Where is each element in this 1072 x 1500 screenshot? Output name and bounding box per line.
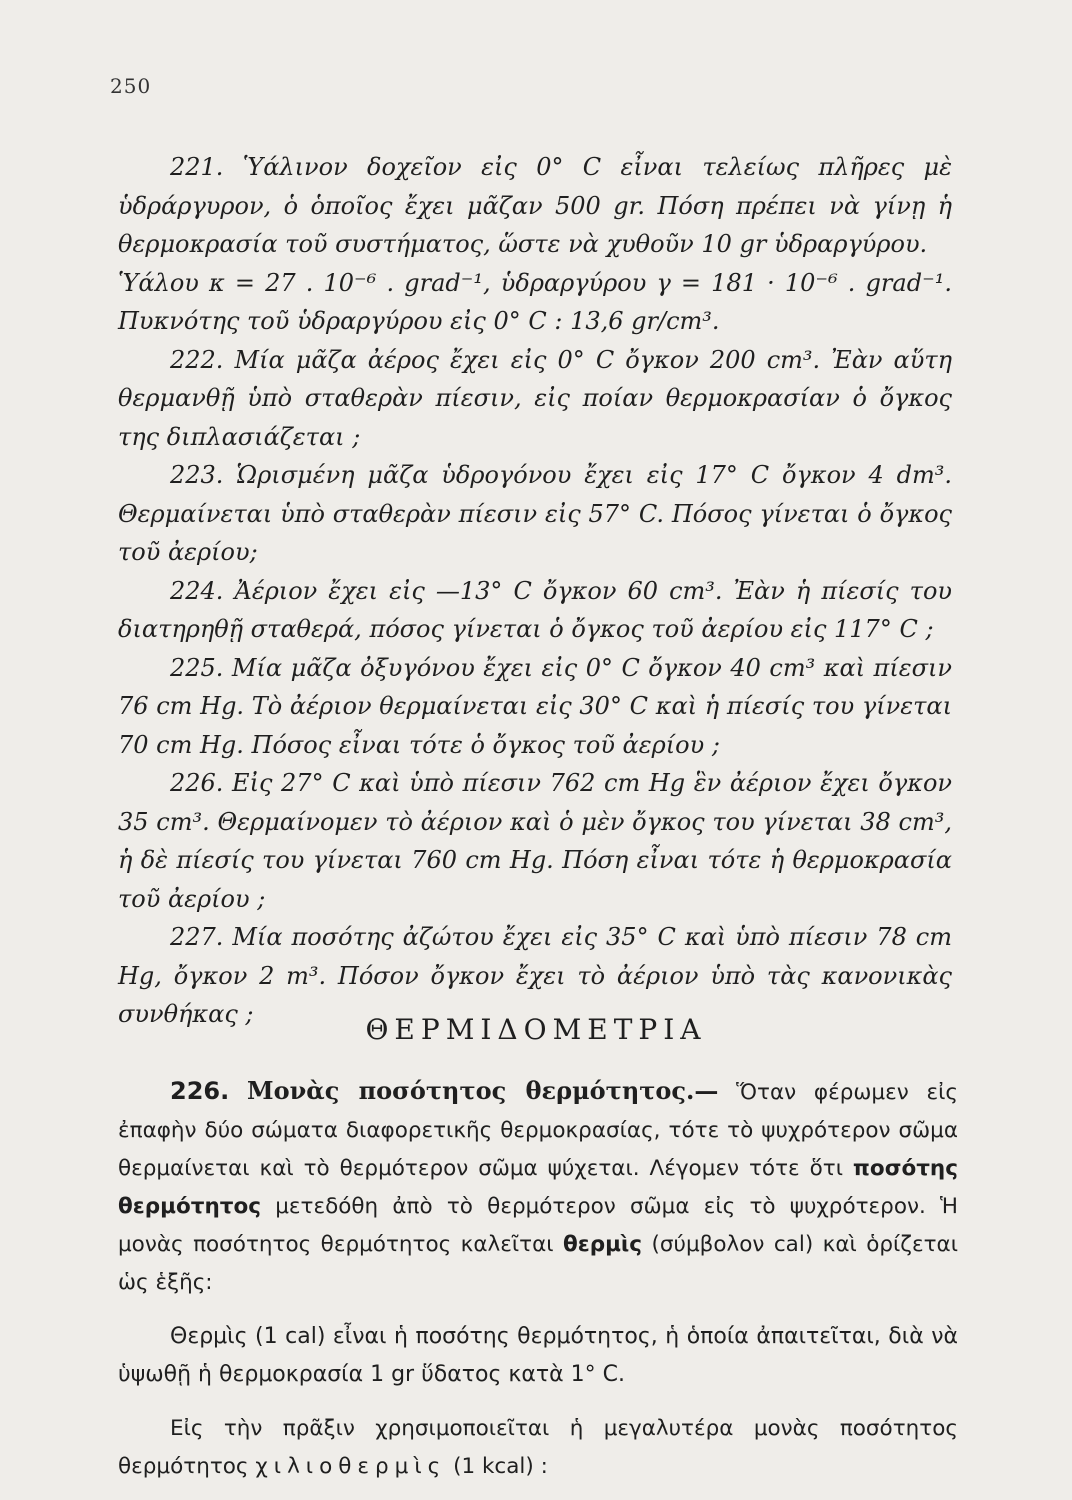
- paragraph-text: μετεδόθη ἀπὸ τὸ θερμότερον σῶμα εἰς τὸ ψυχρότερον. Ἡ μονὰς ποσότητος θερμότητος καλεῖται: [118, 1194, 958, 1257]
- problem-221-data: Ὑάλου κ = 27 . 10⁻⁶ . grad⁻¹, ὑδραργύρου γ = 181 · 10⁻⁶ . grad⁻¹. Πυκνότης τοῦ ὑδραργύρου εἰς 0° C : 13,6 gr/cm³.: [118, 268, 952, 335]
- paragraph-text: (1 kcal) :: [446, 1454, 548, 1479]
- term-heat-quantity: ποσότης θερμότητος: [118, 1156, 958, 1219]
- section-number: 226.: [170, 1077, 230, 1105]
- paragraph-text: (σύμβολον cal) καὶ ὁρίζεται ὡς ἑξῆς:: [118, 1232, 958, 1295]
- section-heading: Μονὰς ποσότητος θερμότητος.—: [247, 1076, 719, 1105]
- term-kilocalorie: χιλιοθερμὶς: [255, 1454, 447, 1479]
- problem-225: 225. Μία μᾶζα ὀξυγόνου ἔχει εἰς 0° C ὄγκον 40 cm³ καὶ πίεσιν 76 cm Hg. Τὸ ἀέριον θερμαίνεται εἰς 30° C καὶ ἡ πίεσίς του γίνεται 70 cm Hg. Πόσος εἶναι τότε ὁ ὄγκος τοῦ ἀερίου ;: [118, 653, 952, 759]
- problem-223: 223. Ὡρισμένη μᾶζα ὑδρογόνου ἔχει εἰς 17° C ὄγκον 4 dm³. Θερμαίνεται ὑπὸ σταθερὰν πίεσιν εἰς 57° C. Πόσος γίνεται ὁ ὄγκος τοῦ ἀερίου;: [118, 461, 952, 566]
- problem-226: 226. Εἰς 27° C καὶ ὑπὸ πίεσιν 762 cm Hg ἓν ἀέριον ἔχει ὄγκον 35 cm³. Θερμαίνομεν τὸ ἀέριον καὶ ὁ μὲν ὄγκος του γίνεται 38 cm³, ἡ δὲ πίεσίς του γίνεται 760 cm Hg. Πόση εἶναι τότε ἡ θερμοκρασία τοῦ ἀερίου ;: [118, 769, 952, 913]
- term-calorie: θερμὶς: [562, 1232, 643, 1257]
- kilocalorie-paragraph: [118, 1410, 958, 1486]
- section-paragraph: [118, 1072, 958, 1302]
- page-number: 250: [110, 74, 152, 98]
- problem-221: 221. Ὑάλινον δοχεῖον εἰς 0° C εἶναι τελείως πλῆρες μὲ ὑδράργυρον, ὁ ὁποῖος ἔχει μᾶζαν 500 gr. Πόση πρέπει νὰ γίνῃ ἡ θερμοκρασία τοῦ συστήματος, ὥστε νὰ χυθοῦν 10 gr ὑδραργύρου.: [118, 153, 952, 258]
- paragraph-text: Ὅταν φέρωμεν εἰς ἐπαφὴν δύο σώματα διαφορετικῆς θερμοκρασίας, τότε τὸ ψυχρότερον σῶμα θερμαίνεται καὶ τὸ θερμότερον σῶμα ψύχεται. Λέγομεν τότε ὅτι: [118, 1080, 958, 1181]
- problem-222: 222. Μία μᾶζα ἀέρος ἔχει εἰς 0° C ὄγκον 200 cm³. Ἐὰν αὕτη θερμανθῇ ὑπὸ σταθερὰν πίεσιν, εἰς ποίαν θερμοκρασίαν ὁ ὄγκος της διπλασιάζεται ;: [118, 345, 952, 451]
- calorie-definition: Θερμὶς (1 cal) εἶναι ἡ ποσότης θερμότητος, ἡ ὁποία ἀπαιτεῖται, διὰ νὰ ὑψωθῇ ἡ θερμοκρασία 1 gr ὕδατος κατὰ 1° C.: [118, 1324, 958, 1387]
- paragraph-text: Εἰς τὴν πρᾶξιν χρησιμοποιεῖται ἡ μεγαλυτέρα μονὰς ποσότητος θερμότητος: [118, 1416, 958, 1479]
- section-title: ΘΕΡΜΙΔΟΜΕΤΡΙΑ: [365, 1013, 707, 1047]
- problem-227: 227. Μία ποσότης ἀζώτου ἔχει εἰς 35° C καὶ ὑπὸ πίεσιν 78 cm Hg, ὄγκον 2 m³. Πόσον ὄγκον ἔχει τὸ ἀέριον ὑπὸ τὰς κανονικὰς συνθήκας ;: [118, 923, 952, 1028]
- section-body: [118, 1072, 958, 1486]
- problems-list: [118, 148, 952, 1034]
- problem-224: 224. Ἀέριον ἔχει εἰς —13° C ὄγκον 60 cm³. Ἐὰν ἡ πίεσίς του διατηρηθῇ σταθερά, πόσος γίνεται ὁ ὄγκος τοῦ ἀερίου εἰς 117° C ;: [118, 576, 952, 643]
